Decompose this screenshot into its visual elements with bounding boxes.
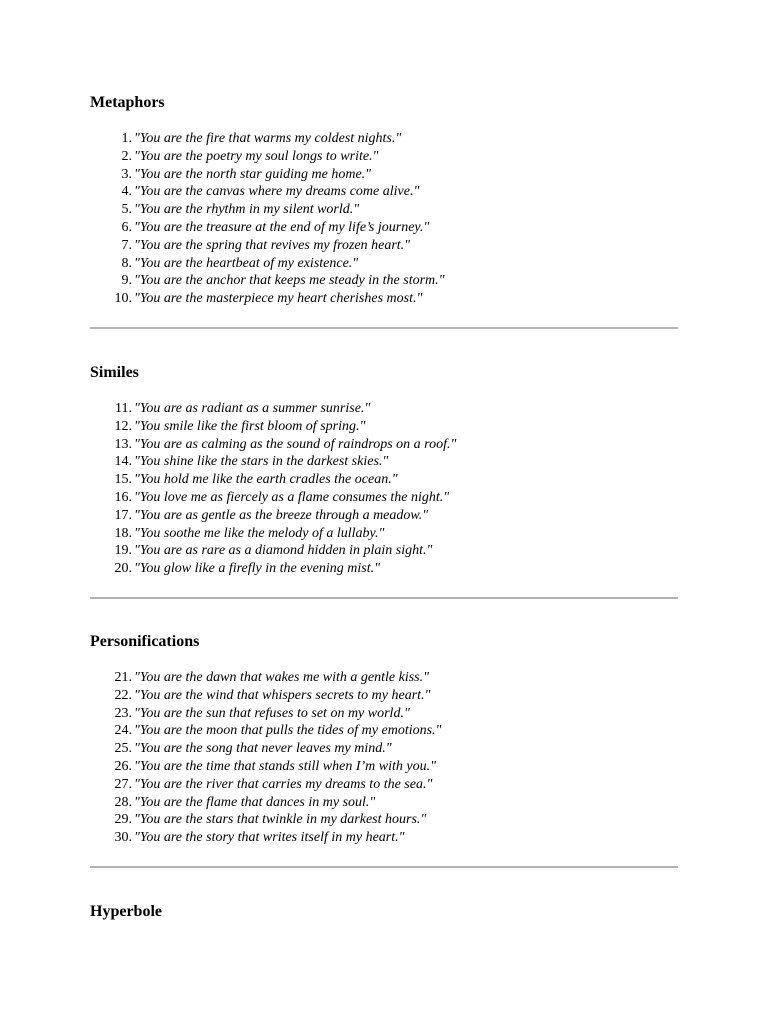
item-text: "You are as radiant as a summer sunrise." bbox=[134, 401, 371, 416]
item-text: "You are the treasure at the end of my life’s journey." bbox=[134, 219, 430, 235]
item-number: 1. bbox=[121, 131, 132, 146]
list-item bbox=[90, 740, 678, 758]
item-number: 11. bbox=[115, 401, 132, 416]
section-personifications bbox=[90, 632, 678, 847]
item-text: "You are the river that carries my dreams to the sea." bbox=[134, 776, 433, 792]
item-text: "You are as gentle as the breeze through a meadow." bbox=[134, 507, 429, 523]
item-text: "You are the flame that dances in my soul." bbox=[134, 794, 376, 810]
item-text: "You are the song that never leaves my mind." bbox=[134, 741, 392, 757]
item-number: 23. bbox=[114, 705, 132, 721]
item-number: 19. bbox=[114, 543, 132, 559]
item-text: "You are the story that writes itself in my heart." bbox=[134, 830, 405, 846]
item-number: 4. bbox=[121, 184, 132, 200]
section-metaphors bbox=[90, 93, 678, 308]
section-heading: Hyperbole bbox=[90, 903, 162, 920]
item-text: "You glow like a firefly in the evening mist." bbox=[134, 561, 380, 577]
item-number: 26. bbox=[114, 758, 132, 774]
item-number: 15. bbox=[114, 472, 132, 488]
list-item bbox=[90, 418, 678, 436]
list-item bbox=[90, 829, 678, 847]
item-number: 7. bbox=[121, 237, 132, 253]
list-item bbox=[90, 542, 678, 560]
list-item bbox=[90, 166, 678, 184]
list-item bbox=[90, 290, 678, 308]
section-similes bbox=[90, 363, 678, 578]
item-number: 5. bbox=[121, 202, 132, 218]
list-item bbox=[90, 489, 678, 507]
list-item bbox=[90, 794, 678, 812]
item-text: "You are as calming as the sound of raindrops on a roof." bbox=[134, 436, 457, 452]
item-text: "You are the north star guiding me home." bbox=[134, 166, 372, 182]
list-item bbox=[90, 560, 678, 578]
item-number: 14. bbox=[114, 454, 132, 470]
list-item bbox=[90, 219, 678, 237]
item-text: "You are the stars that twinkle in my darkest hours." bbox=[134, 812, 427, 828]
numbered-list bbox=[90, 400, 678, 578]
item-text: "You are the heartbeat of my existence." bbox=[134, 255, 359, 271]
list-item bbox=[90, 400, 678, 418]
item-number: 13. bbox=[114, 436, 132, 452]
section-divider bbox=[90, 597, 678, 599]
section-hyperbole bbox=[90, 902, 678, 922]
item-text: "You are the fire that warms my coldest nights." bbox=[134, 131, 402, 146]
numbered-list bbox=[90, 130, 678, 308]
item-number: 8. bbox=[121, 255, 132, 271]
item-number: 10. bbox=[114, 291, 132, 307]
list-item bbox=[90, 471, 678, 489]
list-item bbox=[90, 705, 678, 723]
list-item bbox=[90, 201, 678, 219]
item-text: "You are the canvas where my dreams come alive." bbox=[134, 184, 420, 200]
item-number: 18. bbox=[114, 525, 132, 541]
item-number: 17. bbox=[114, 507, 132, 523]
item-number: 29. bbox=[114, 812, 132, 828]
list-item bbox=[90, 436, 678, 454]
item-number: 6. bbox=[121, 219, 132, 235]
item-text: "You are the sun that refuses to set on my world." bbox=[134, 705, 410, 721]
item-text: "You are the dawn that wakes me with a gentle kiss." bbox=[134, 670, 429, 685]
item-number: 9. bbox=[121, 273, 132, 289]
section-divider bbox=[90, 866, 678, 868]
list-item bbox=[90, 776, 678, 794]
list-item bbox=[90, 272, 678, 290]
item-text: "You are the wind that whispers secrets to my heart." bbox=[134, 687, 431, 703]
numbered-list bbox=[90, 669, 678, 847]
item-text: "You smile like the first bloom of spring." bbox=[134, 418, 366, 434]
item-text: "You are as rare as a diamond hidden in plain sight." bbox=[134, 543, 433, 559]
item-text: "You love me as fiercely as a flame consumes the night." bbox=[134, 489, 450, 505]
item-number: 22. bbox=[114, 687, 132, 703]
item-text: "You are the moon that pulls the tides of my emotions." bbox=[134, 723, 442, 739]
list-item bbox=[90, 148, 678, 166]
list-item bbox=[90, 183, 678, 201]
item-text: "You are the anchor that keeps me steady in the storm." bbox=[134, 273, 445, 289]
item-text: "You soothe me like the melody of a lullaby." bbox=[134, 525, 385, 541]
item-text: "You shine like the stars in the darkest skies." bbox=[134, 454, 389, 470]
item-number: 25. bbox=[114, 741, 132, 757]
list-item bbox=[90, 255, 678, 273]
item-number: 20. bbox=[114, 561, 132, 577]
item-text: "You hold me like the earth cradles the ocean." bbox=[134, 472, 398, 488]
list-item bbox=[90, 130, 678, 148]
item-number: 3. bbox=[121, 166, 132, 182]
list-item bbox=[90, 453, 678, 471]
section-heading: Similes bbox=[90, 364, 139, 381]
list-item bbox=[90, 237, 678, 255]
item-text: "You are the rhythm in my silent world." bbox=[134, 202, 360, 218]
list-item bbox=[90, 811, 678, 829]
list-item bbox=[90, 758, 678, 776]
item-number: 24. bbox=[114, 723, 132, 739]
item-number: 16. bbox=[114, 489, 132, 505]
section-divider bbox=[90, 327, 678, 329]
list-item bbox=[90, 525, 678, 543]
item-number: 12. bbox=[114, 418, 132, 434]
item-number: 21. bbox=[114, 670, 132, 685]
list-item bbox=[90, 687, 678, 705]
item-text: "You are the masterpiece my heart cherishes most." bbox=[134, 291, 423, 307]
item-number: 30. bbox=[114, 830, 132, 846]
section-heading: Personifications bbox=[90, 633, 200, 650]
item-number: 27. bbox=[114, 776, 132, 792]
list-item bbox=[90, 507, 678, 525]
list-item bbox=[90, 669, 678, 687]
item-number: 28. bbox=[114, 794, 132, 810]
item-number: 2. bbox=[121, 148, 132, 164]
list-item bbox=[90, 722, 678, 740]
item-text: "You are the time that stands still when I’m with you." bbox=[134, 758, 436, 774]
section-heading: Metaphors bbox=[90, 94, 165, 111]
item-text: "You are the spring that revives my frozen heart." bbox=[134, 237, 411, 253]
item-text: "You are the poetry my soul longs to write." bbox=[134, 148, 379, 164]
